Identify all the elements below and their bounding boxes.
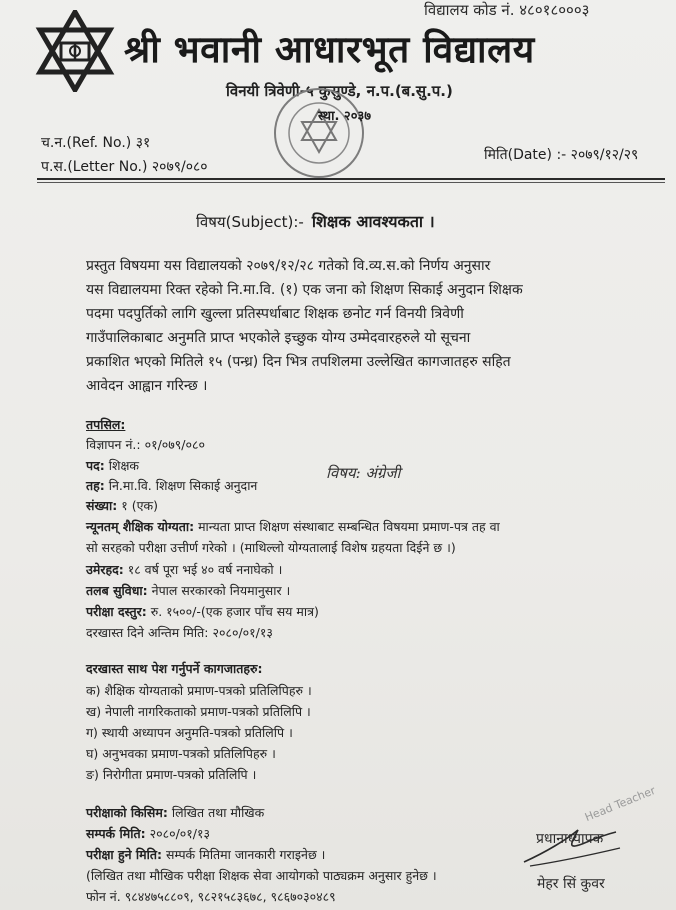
reference-number: च.न.(Ref. No.) ३१ xyxy=(41,135,151,151)
letter-number: प.स.(Letter No.) २०७९/०८० xyxy=(41,159,208,175)
header-divider xyxy=(37,178,665,180)
exam-syllabus-note: (लिखित तथा मौखिक परीक्षा शिक्षक सेवा आयोगको पाठ्यक्रम अनुसार हुनेछ । xyxy=(86,868,437,883)
document-item: ख) नेपाली नागरिकताको प्रमाण-पत्रको प्रतिलिपि । xyxy=(86,704,311,719)
detail-qualification-cont: सो सरहको परीक्षा उत्तीर्ण गरेको । (माथिल्लो योग्यतालाई विशेष ग्रहयता दिईने छ ।) xyxy=(86,540,456,555)
detail-post: पद: शिक्षक xyxy=(86,458,140,473)
established-year: स्था. २०३७ xyxy=(318,109,371,124)
subject-line xyxy=(196,210,435,232)
subject-title: शिक्षक आवश्यकता । xyxy=(311,212,435,231)
exam-date: परीक्षा हुने मिति: सम्पर्क मितिमा जानकारी गराइनेछ । xyxy=(86,847,326,862)
phone-numbers: फोन नं. ९८४४७५८८०९, ९८२१५८३६७८, ९८६७०३०४८९ xyxy=(86,889,336,904)
contact-date: सम्पर्क मिति: २०८०/०१/१३ xyxy=(86,826,210,841)
paragraph-line: यस विद्यालयमा रिक्त रहेको नि.मा.वि. (१) एक जना को शिक्षण सिकाई अनुदान शिक्षक xyxy=(86,282,523,298)
paragraph-line: प्रकाशित भएको मितिले १५ (पन्ध्र) दिन भित्र तपशिलमा उल्लेखित कागजातहरु सहित xyxy=(86,354,511,370)
document-item: ग) स्थायी अध्यापन अनुमति-पत्रको प्रतिलिपि । xyxy=(86,725,293,740)
document-item: क) शैक्षिक योग्यताको प्रमाण-पत्रको प्रतिलिपिहरु । xyxy=(86,683,312,698)
detail-salary: तलब सुविधा: नेपाल सरकारको नियमानुसार । xyxy=(86,583,291,598)
head-teacher-stamp: Head Teacher xyxy=(583,783,658,825)
paragraph-line: पदमा पदपुर्तिको लागि खुल्ला प्रतिस्पर्धाबाट शिक्षक छनोट गर्न विनयी त्रिवेणी xyxy=(86,306,464,322)
school-address: विनयी त्रिवेणी-५ कुसुण्डे, न.प.(ब.सु.प.) xyxy=(226,82,453,100)
paragraph-line: प्रस्तुत विषयमा यस विद्यालयको २०७९/१२/२८ गतेको वि.व्य.स.को निर्णय अनुसार xyxy=(86,258,491,274)
school-logo-icon xyxy=(34,10,116,92)
paragraph-line: गाउँपालिकाबाट अनुमति प्राप्त भएकोले इच्छुक योग्य उम्मेदवारहरुले यो सूचना xyxy=(86,330,471,346)
exam-type: परीक्षाको किसिम: लिखित तथा मौखिक xyxy=(86,805,265,820)
school-seal-icon xyxy=(272,86,366,180)
handwritten-subject: विषय: अंग्रेजी xyxy=(326,464,401,482)
documents-heading: दरखास्त साथ पेश गर्नुपर्ने कागजातहरु: xyxy=(86,661,263,676)
detail-age: उमेरहद: १८ वर्ष पूरा भई ४० वर्ष ननाघेको । xyxy=(86,562,283,577)
school-name: श्री भवानी आधारभूत विद्यालय xyxy=(124,28,535,71)
detail-deadline: दरखास्त दिने अन्तिम मिति: २०८०/०१/१३ xyxy=(86,625,273,640)
signatory-name: मेहर सिं कुवर xyxy=(537,876,605,892)
detail-qualification: न्यूनतम् शैक्षिक योग्यता: मान्यता प्राप्त शिक्षण संस्थाबाट सम्बन्धित विषयमा प्रमाण-पत्र तह वा xyxy=(86,519,500,534)
notice-paragraph xyxy=(86,254,646,398)
signatory-title: प्रधानाध्यापक xyxy=(536,831,604,847)
letter-date: मिति(Date) :- २०७९/१२/२९ xyxy=(484,147,639,163)
school-code: विद्यालय कोड नं. ४८०१८०००३ xyxy=(424,1,590,19)
document-item: ङ) निरोगीता प्रमाण-पत्रको प्रतिलिपि । xyxy=(86,767,257,782)
paragraph-line: आवेदन आह्वान गरिन्छ । xyxy=(86,378,208,394)
detail-level: तह: नि.मा.वि. शिक्षण सिकाई अनुदान xyxy=(86,478,258,493)
document-item: घ) अनुभवका प्रमाण-पत्रको प्रतिलिपिहरु । xyxy=(86,746,276,761)
details-heading: तपसिल: xyxy=(86,417,126,432)
detail-count: संख्या: १ (एक) xyxy=(86,498,158,513)
subject-label: विषय(Subject):- xyxy=(196,213,304,231)
header-divider-thin xyxy=(37,182,665,183)
detail-fee: परीक्षा दस्तुर: रु. १५००/-(एक हजार पाँच सय मात्र) xyxy=(86,604,319,619)
detail-advert-no: विज्ञापन नं.: ०१/०७९/०८० xyxy=(86,437,205,452)
